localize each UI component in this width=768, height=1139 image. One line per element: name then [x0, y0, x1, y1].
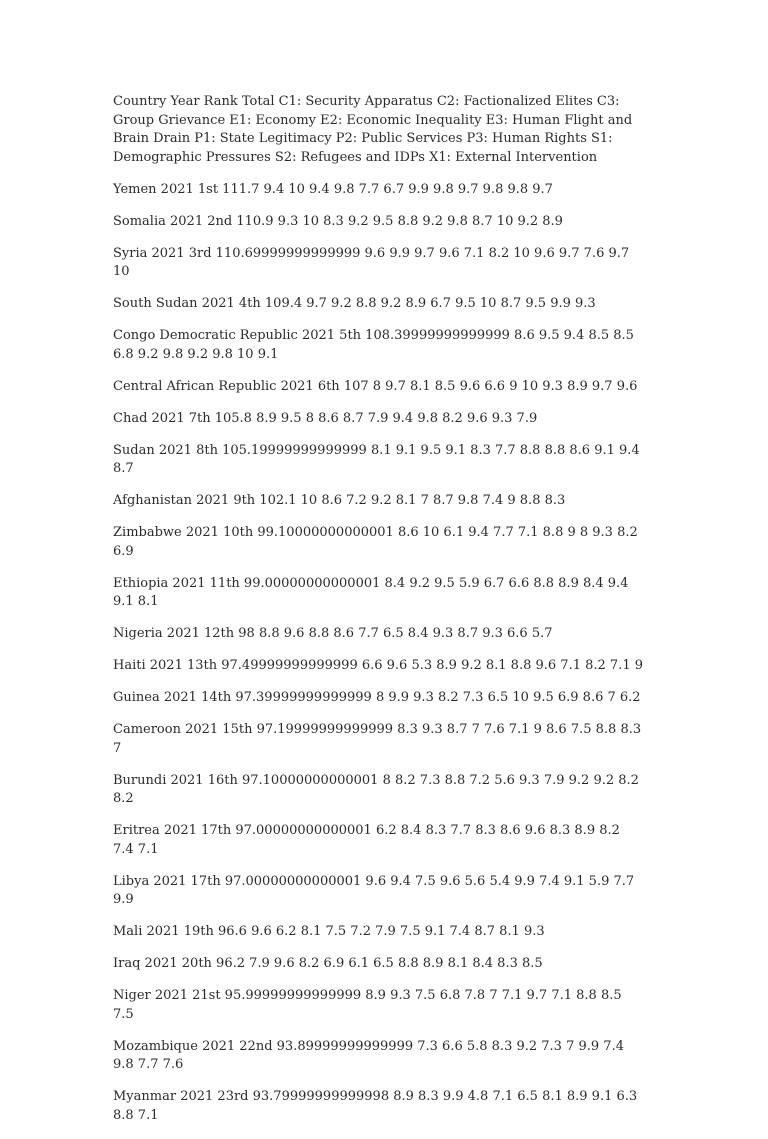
document-page [113, 93, 643, 1139]
data-row: Mali 2021 19th 96.6 9.6 6.2 8.1 7.5 7.2 7.9 7.5 9.1 7.4 8.7 8.1 9.3 [113, 924, 545, 939]
data-row: Eritrea 2021 17th 97.00000000000001 6.2 8.4 8.3 7.7 8.3 8.6 9.6 8.3 8.9 8.2 7.4 7.1 [113, 823, 620, 857]
data-row: Iraq 2021 20th 96.2 7.9 9.6 8.2 6.9 6.1 6.5 8.8 8.9 8.1 8.4 8.3 8.5 [113, 956, 543, 971]
data-row: Sudan 2021 8th 105.19999999999999 8.1 9.1 9.5 9.1 8.3 7.7 8.8 8.8 8.6 9.1 9.4 8.7 [113, 442, 640, 476]
data-row: Guinea 2021 14th 97.39999999999999 8 9.9 9.3 8.2 7.3 6.5 10 9.5 6.9 8.6 7 6.2 [113, 690, 641, 705]
data-row: South Sudan 2021 4th 109.4 9.7 9.2 8.8 9.2 8.9 6.7 9.5 10 8.7 9.5 9.9 9.3 [113, 296, 596, 311]
data-row: Cameroon 2021 15th 97.19999999999999 8.3 9.3 8.7 7 7.6 7.1 9 8.6 7.5 8.8 8.3 7 [113, 722, 642, 756]
data-row: Haiti 2021 13th 97.49999999999999 6.6 9.6 5.3 8.9 9.2 8.1 8.8 9.6 7.1 8.2 7.1 9 [113, 658, 643, 673]
data-row: Niger 2021 21st 95.99999999999999 8.9 9.3 7.5 6.8 7.8 7 7.1 9.7 7.1 8.8 8.5 7.5 [113, 988, 622, 1022]
data-row: Somalia 2021 2nd 110.9 9.3 10 8.3 9.2 9.5 8.8 9.2 9.8 8.7 10 9.2 8.9 [113, 213, 563, 229]
data-row: Ethiopia 2021 11th 99.00000000000001 8.4 9.2 9.5 5.9 6.7 6.6 8.8 8.9 8.4 9.4 9.1 8.1 [113, 575, 629, 609]
data-row: Nigeria 2021 12th 98 8.8 9.6 8.8 8.6 7.7 6.5 8.4 9.3 8.7 9.3 6.6 5.7 [113, 626, 553, 641]
data-row: Yemen 2021 1st 111.7 9.4 10 9.4 9.8 7.7 6.7 9.9 9.8 9.7 9.8 9.8 9.7 [113, 181, 553, 197]
table-header-paragraph: Country Year Rank Total C1: Security Apparatus C2: Factionalized Elites C3: Group Grievance E1: Economy E2: Economic Inequality E3: Human Flight and Brain Drain P1: State Legitimacy P2: Public Services P3: Human Rights S1: Demographic Pressures S2: Refugees and IDPs X1: External Intervention [113, 94, 633, 165]
data-row: Chad 2021 7th 105.8 8.9 9.5 8 8.6 8.7 7.9 9.4 9.8 8.2 9.6 9.3 7.9 [113, 410, 538, 426]
data-row: Zimbabwe 2021 10th 99.10000000000001 8.6 10 6.1 9.4 7.7 7.1 8.8 9 8 9.3 8.2 6.9 [113, 525, 638, 559]
data-row: Myanmar 2021 23rd 93.79999999999998 8.9 8.3 9.9 4.8 7.1 6.5 8.1 8.9 9.1 6.3 8.8 7.1 [113, 1089, 638, 1123]
data-row: Burundi 2021 16th 97.10000000000001 8 8.2 7.3 8.8 7.2 5.6 9.3 7.9 9.2 9.2 8.2 8.2 [113, 772, 639, 806]
data-row: Syria 2021 3rd 110.69999999999999 9.6 9.9 9.7 9.6 7.1 8.2 10 9.6 9.7 7.6 9.7 10 [113, 245, 630, 279]
data-row: Libya 2021 17th 97.00000000000001 9.6 9.4 7.5 9.6 5.6 5.4 9.9 7.4 9.1 5.9 7.7 9.9 [113, 873, 635, 907]
data-row: Congo Democratic Republic 2021 5th 108.39999999999999 8.6 9.5 9.4 8.5 8.5 6.8 9.2 9.8 9.2 9.8 10 9.1 [113, 328, 634, 362]
data-row: Central African Republic 2021 6th 107 8 9.7 8.1 8.5 9.6 6.6 9 10 9.3 8.9 9.7 9.6 [113, 378, 638, 394]
data-row: Mozambique 2021 22nd 93.89999999999999 7.3 6.6 5.8 8.3 9.2 7.3 7 9.9 7.4 9.8 7.7 7.6 [113, 1038, 624, 1072]
data-row: Afghanistan 2021 9th 102.1 10 8.6 7.2 9.2 8.1 7 8.7 9.8 7.4 9 8.8 8.3 [113, 493, 566, 508]
